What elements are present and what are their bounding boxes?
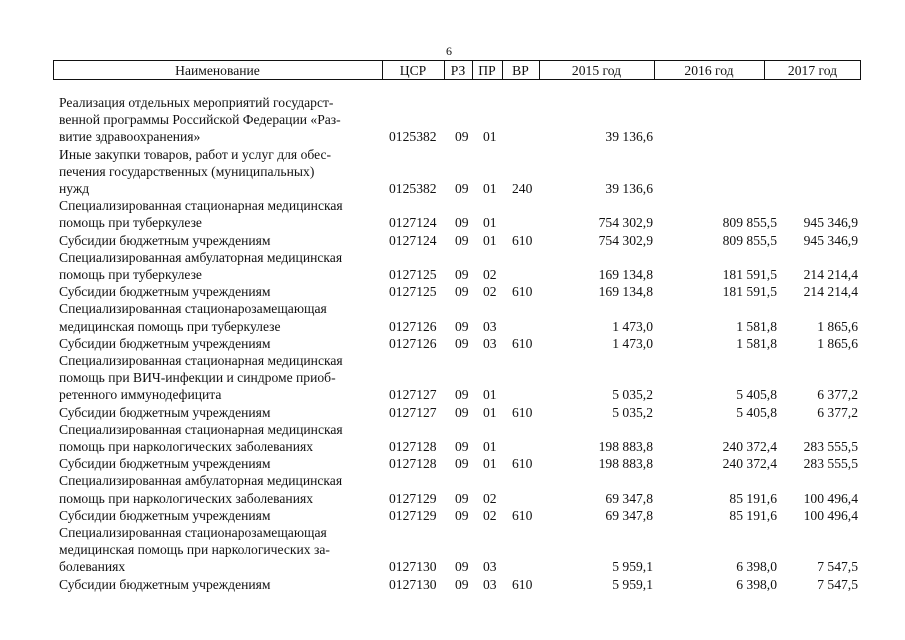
cell-csr: 0127130 <box>389 559 437 575</box>
cell-vr: 610 <box>512 284 533 300</box>
cell-2015: 169 134,8 <box>598 266 653 282</box>
column-header-rz: РЗ <box>450 63 466 78</box>
cell-2016: 181 591,5 <box>722 284 777 300</box>
cell-name-line: помощь при туберкулезе <box>59 215 202 231</box>
table-row <box>0 146 905 198</box>
table-row <box>0 283 905 300</box>
cell-2016: 181 591,5 <box>722 266 777 282</box>
cell-pr: 01 <box>483 232 497 248</box>
cell-2017: 945 346,9 <box>803 215 858 231</box>
cell-name <box>59 472 379 506</box>
cell-2017: 1 865,6 <box>817 318 858 334</box>
column-header-name: Наименование <box>175 63 260 78</box>
cell-rz: 09 <box>455 387 469 403</box>
cell-2015: 198 883,8 <box>598 456 653 472</box>
cell-2017: 6 377,2 <box>817 387 858 403</box>
header-divider <box>444 60 445 79</box>
cell-2016: 1 581,8 <box>736 318 777 334</box>
cell-name <box>59 352 379 404</box>
cell-2017: 945 346,9 <box>803 232 858 248</box>
cell-csr: 0127127 <box>389 404 437 420</box>
cell-name <box>59 524 379 576</box>
table-row <box>0 455 905 472</box>
cell-name-line: Специализированная стационарная медицинская <box>59 198 343 214</box>
cell-name-line: печения государственных (муниципальных) <box>59 163 315 179</box>
column-header-2015: 2015 год <box>571 63 622 78</box>
cell-2016: 85 191,6 <box>729 507 777 523</box>
cell-name-line: Специализированная стационарная медицинская <box>59 353 343 368</box>
cell-pr: 03 <box>483 576 497 592</box>
cell-name <box>59 146 379 198</box>
cell-2017: 6 377,2 <box>817 404 858 420</box>
cell-name-line: медицинская помощь при туберкулезе <box>59 318 281 334</box>
header-divider <box>502 60 503 79</box>
cell-csr: 0127125 <box>389 284 437 300</box>
cell-2015: 754 302,9 <box>598 232 653 248</box>
cell-rz: 09 <box>455 232 469 248</box>
cell-2017: 283 555,5 <box>803 438 858 454</box>
cell-rz: 09 <box>455 490 469 506</box>
cell-csr: 0127127 <box>389 387 437 403</box>
cell-vr: 610 <box>512 456 533 472</box>
cell-name <box>59 283 379 300</box>
cell-csr: 0127129 <box>389 490 437 506</box>
cell-csr: 0127126 <box>389 318 437 334</box>
table-row <box>0 335 905 352</box>
column-header-2017: 2017 год <box>787 63 838 78</box>
cell-2015: 198 883,8 <box>598 438 653 454</box>
cell-csr: 0127129 <box>389 507 437 523</box>
cell-name-line: Субсидии бюджетным учреждениям <box>59 576 271 592</box>
cell-name <box>59 576 379 593</box>
cell-name-line: Реализация отдельных мероприятий государст- <box>59 95 334 110</box>
cell-name <box>59 197 379 231</box>
table-row <box>0 421 905 455</box>
cell-pr: 01 <box>483 129 497 145</box>
cell-pr: 02 <box>483 490 497 506</box>
cell-2017: 100 496,4 <box>803 490 858 506</box>
table-row <box>0 352 905 404</box>
cell-2015: 754 302,9 <box>598 215 653 231</box>
cell-name <box>59 335 379 352</box>
cell-vr: 610 <box>512 404 533 420</box>
table-row <box>0 524 905 576</box>
table-row <box>0 94 905 146</box>
cell-rz: 09 <box>455 318 469 334</box>
cell-pr: 01 <box>483 456 497 472</box>
cell-name-line: Субсидии бюджетным учреждениям <box>59 507 271 523</box>
cell-name-line: помощь при наркологических заболеваниях <box>59 490 314 506</box>
cell-name-line: Субсидии бюджетным учреждениям <box>59 335 271 351</box>
cell-csr: 0125382 <box>389 129 437 145</box>
cell-rz: 09 <box>455 215 469 231</box>
header-divider <box>53 60 54 79</box>
header-divider <box>539 60 540 79</box>
cell-vr: 610 <box>512 507 533 523</box>
cell-2017: 214 214,4 <box>803 284 858 300</box>
cell-pr: 01 <box>483 438 497 454</box>
cell-pr: 02 <box>483 284 497 300</box>
table-row <box>0 472 905 506</box>
cell-name-line: медицинская помощь при наркологических за- <box>59 542 330 558</box>
cell-2016: 6 398,0 <box>736 576 777 592</box>
header-divider <box>860 60 861 79</box>
cell-pr: 01 <box>483 215 497 231</box>
cell-2015: 5 035,2 <box>612 404 653 420</box>
cell-rz: 09 <box>455 438 469 454</box>
cell-rz: 09 <box>455 507 469 523</box>
cell-2016: 6 398,0 <box>736 559 777 575</box>
cell-rz: 09 <box>455 576 469 592</box>
cell-csr: 0127124 <box>389 232 437 248</box>
cell-2017: 283 555,5 <box>803 456 858 472</box>
cell-2017: 100 496,4 <box>803 507 858 523</box>
cell-rz: 09 <box>455 404 469 420</box>
cell-rz: 09 <box>455 456 469 472</box>
cell-2015: 5 959,1 <box>612 576 653 592</box>
header-divider <box>654 60 655 79</box>
cell-vr: 610 <box>512 335 533 351</box>
cell-pr: 03 <box>483 335 497 351</box>
cell-name-line: Специализированная стационарная медицинская <box>59 421 343 437</box>
cell-name <box>59 455 379 472</box>
column-header-2016: 2016 год <box>684 63 734 78</box>
column-header-pr: ПР <box>478 63 496 78</box>
cell-name-line: болеваниях <box>59 559 126 575</box>
cell-pr: 01 <box>483 387 497 403</box>
cell-pr: 01 <box>483 404 497 420</box>
cell-2015: 169 134,8 <box>598 284 653 300</box>
table-row <box>0 404 905 421</box>
cell-2017: 7 547,5 <box>817 559 858 575</box>
cell-name-line: венной программы Российской Федерации «Раз- <box>59 112 341 128</box>
cell-pr: 02 <box>483 507 497 523</box>
cell-csr: 0127128 <box>389 456 437 472</box>
cell-rz: 09 <box>455 559 469 575</box>
cell-name <box>59 507 379 524</box>
table-header <box>53 60 861 80</box>
header-divider <box>472 60 473 79</box>
cell-2016: 809 855,5 <box>722 215 777 231</box>
cell-pr: 01 <box>483 180 497 196</box>
cell-name-line: помощь при туберкулезе <box>59 267 202 282</box>
cell-2015: 39 136,6 <box>605 129 653 145</box>
cell-csr: 0127126 <box>389 335 437 351</box>
cell-2016: 809 855,5 <box>722 232 777 248</box>
cell-name-line: Специализированная стационарозамещающая <box>59 301 327 317</box>
cell-name <box>59 94 379 146</box>
table-row <box>0 249 905 283</box>
header-divider <box>764 60 765 79</box>
cell-2016: 5 405,8 <box>736 404 777 420</box>
cell-name-line: Иные закупки товаров, работ и услуг для обес- <box>59 146 332 162</box>
cell-pr: 03 <box>483 318 497 334</box>
column-header-csr: ЦСР <box>399 63 427 78</box>
cell-csr: 0125382 <box>389 180 437 196</box>
table-row <box>0 197 905 231</box>
cell-2016: 240 372,4 <box>722 456 777 472</box>
cell-2016: 240 372,4 <box>722 438 777 454</box>
cell-2015: 69 347,8 <box>605 507 653 523</box>
cell-2016: 5 405,8 <box>736 387 777 403</box>
table-row <box>0 507 905 524</box>
cell-2015: 39 136,6 <box>605 180 653 196</box>
cell-name-line: помощь при ВИЧ-инфекции и синдроме приоб- <box>59 370 336 386</box>
column-header-vr: ВР <box>512 63 529 78</box>
cell-name-line: Специализированная стационарозамещающая <box>59 525 327 540</box>
cell-2015: 5 959,1 <box>612 559 653 575</box>
cell-rz: 09 <box>455 180 469 196</box>
cell-name-line: помощь при наркологических заболеваниях <box>59 439 314 454</box>
cell-2015: 1 473,0 <box>612 318 653 334</box>
cell-2015: 5 035,2 <box>612 387 653 403</box>
table-row <box>0 576 905 593</box>
cell-2017: 1 865,6 <box>817 335 858 351</box>
cell-2015: 1 473,0 <box>612 335 653 351</box>
cell-2016: 1 581,8 <box>736 335 777 351</box>
cell-csr: 0127130 <box>389 576 437 592</box>
cell-rz: 09 <box>455 266 469 282</box>
cell-2016: 85 191,6 <box>729 490 777 506</box>
cell-vr: 240 <box>512 180 533 196</box>
cell-csr: 0127128 <box>389 438 437 454</box>
cell-csr: 0127124 <box>389 215 437 231</box>
cell-pr: 02 <box>483 266 497 282</box>
cell-name-line: Специализированная амбулаторная медицинская <box>59 473 343 489</box>
cell-name-line: Специализированная амбулаторная медицинская <box>59 249 343 265</box>
cell-rz: 09 <box>455 284 469 300</box>
cell-name <box>59 421 379 455</box>
header-divider <box>382 60 383 79</box>
cell-name-line: Субсидии бюджетным учреждениям <box>59 404 271 420</box>
cell-vr: 610 <box>512 232 533 248</box>
cell-name <box>59 300 379 334</box>
cell-rz: 09 <box>455 129 469 145</box>
cell-2017: 7 547,5 <box>817 576 858 592</box>
page-number: 6 <box>446 44 452 58</box>
cell-rz: 09 <box>455 335 469 351</box>
cell-2015: 69 347,8 <box>605 490 653 506</box>
cell-name-line: Субсидии бюджетным учреждениям <box>59 284 271 300</box>
cell-pr: 03 <box>483 559 497 575</box>
cell-name-line: нужд <box>59 181 90 196</box>
cell-name-line: ретенного иммунодефицита <box>59 387 222 403</box>
cell-csr: 0127125 <box>389 266 437 282</box>
table-row <box>0 232 905 249</box>
cell-name-line: витие здравоохранения» <box>59 129 201 145</box>
cell-name <box>59 249 379 283</box>
cell-name <box>59 404 379 421</box>
table-row <box>0 300 905 334</box>
cell-2017: 214 214,4 <box>803 266 858 282</box>
cell-name-line: Субсидии бюджетным учреждениям <box>59 456 271 472</box>
cell-name-line: Субсидии бюджетным учреждениям <box>59 232 271 248</box>
cell-vr: 610 <box>512 576 533 592</box>
cell-name <box>59 232 379 249</box>
